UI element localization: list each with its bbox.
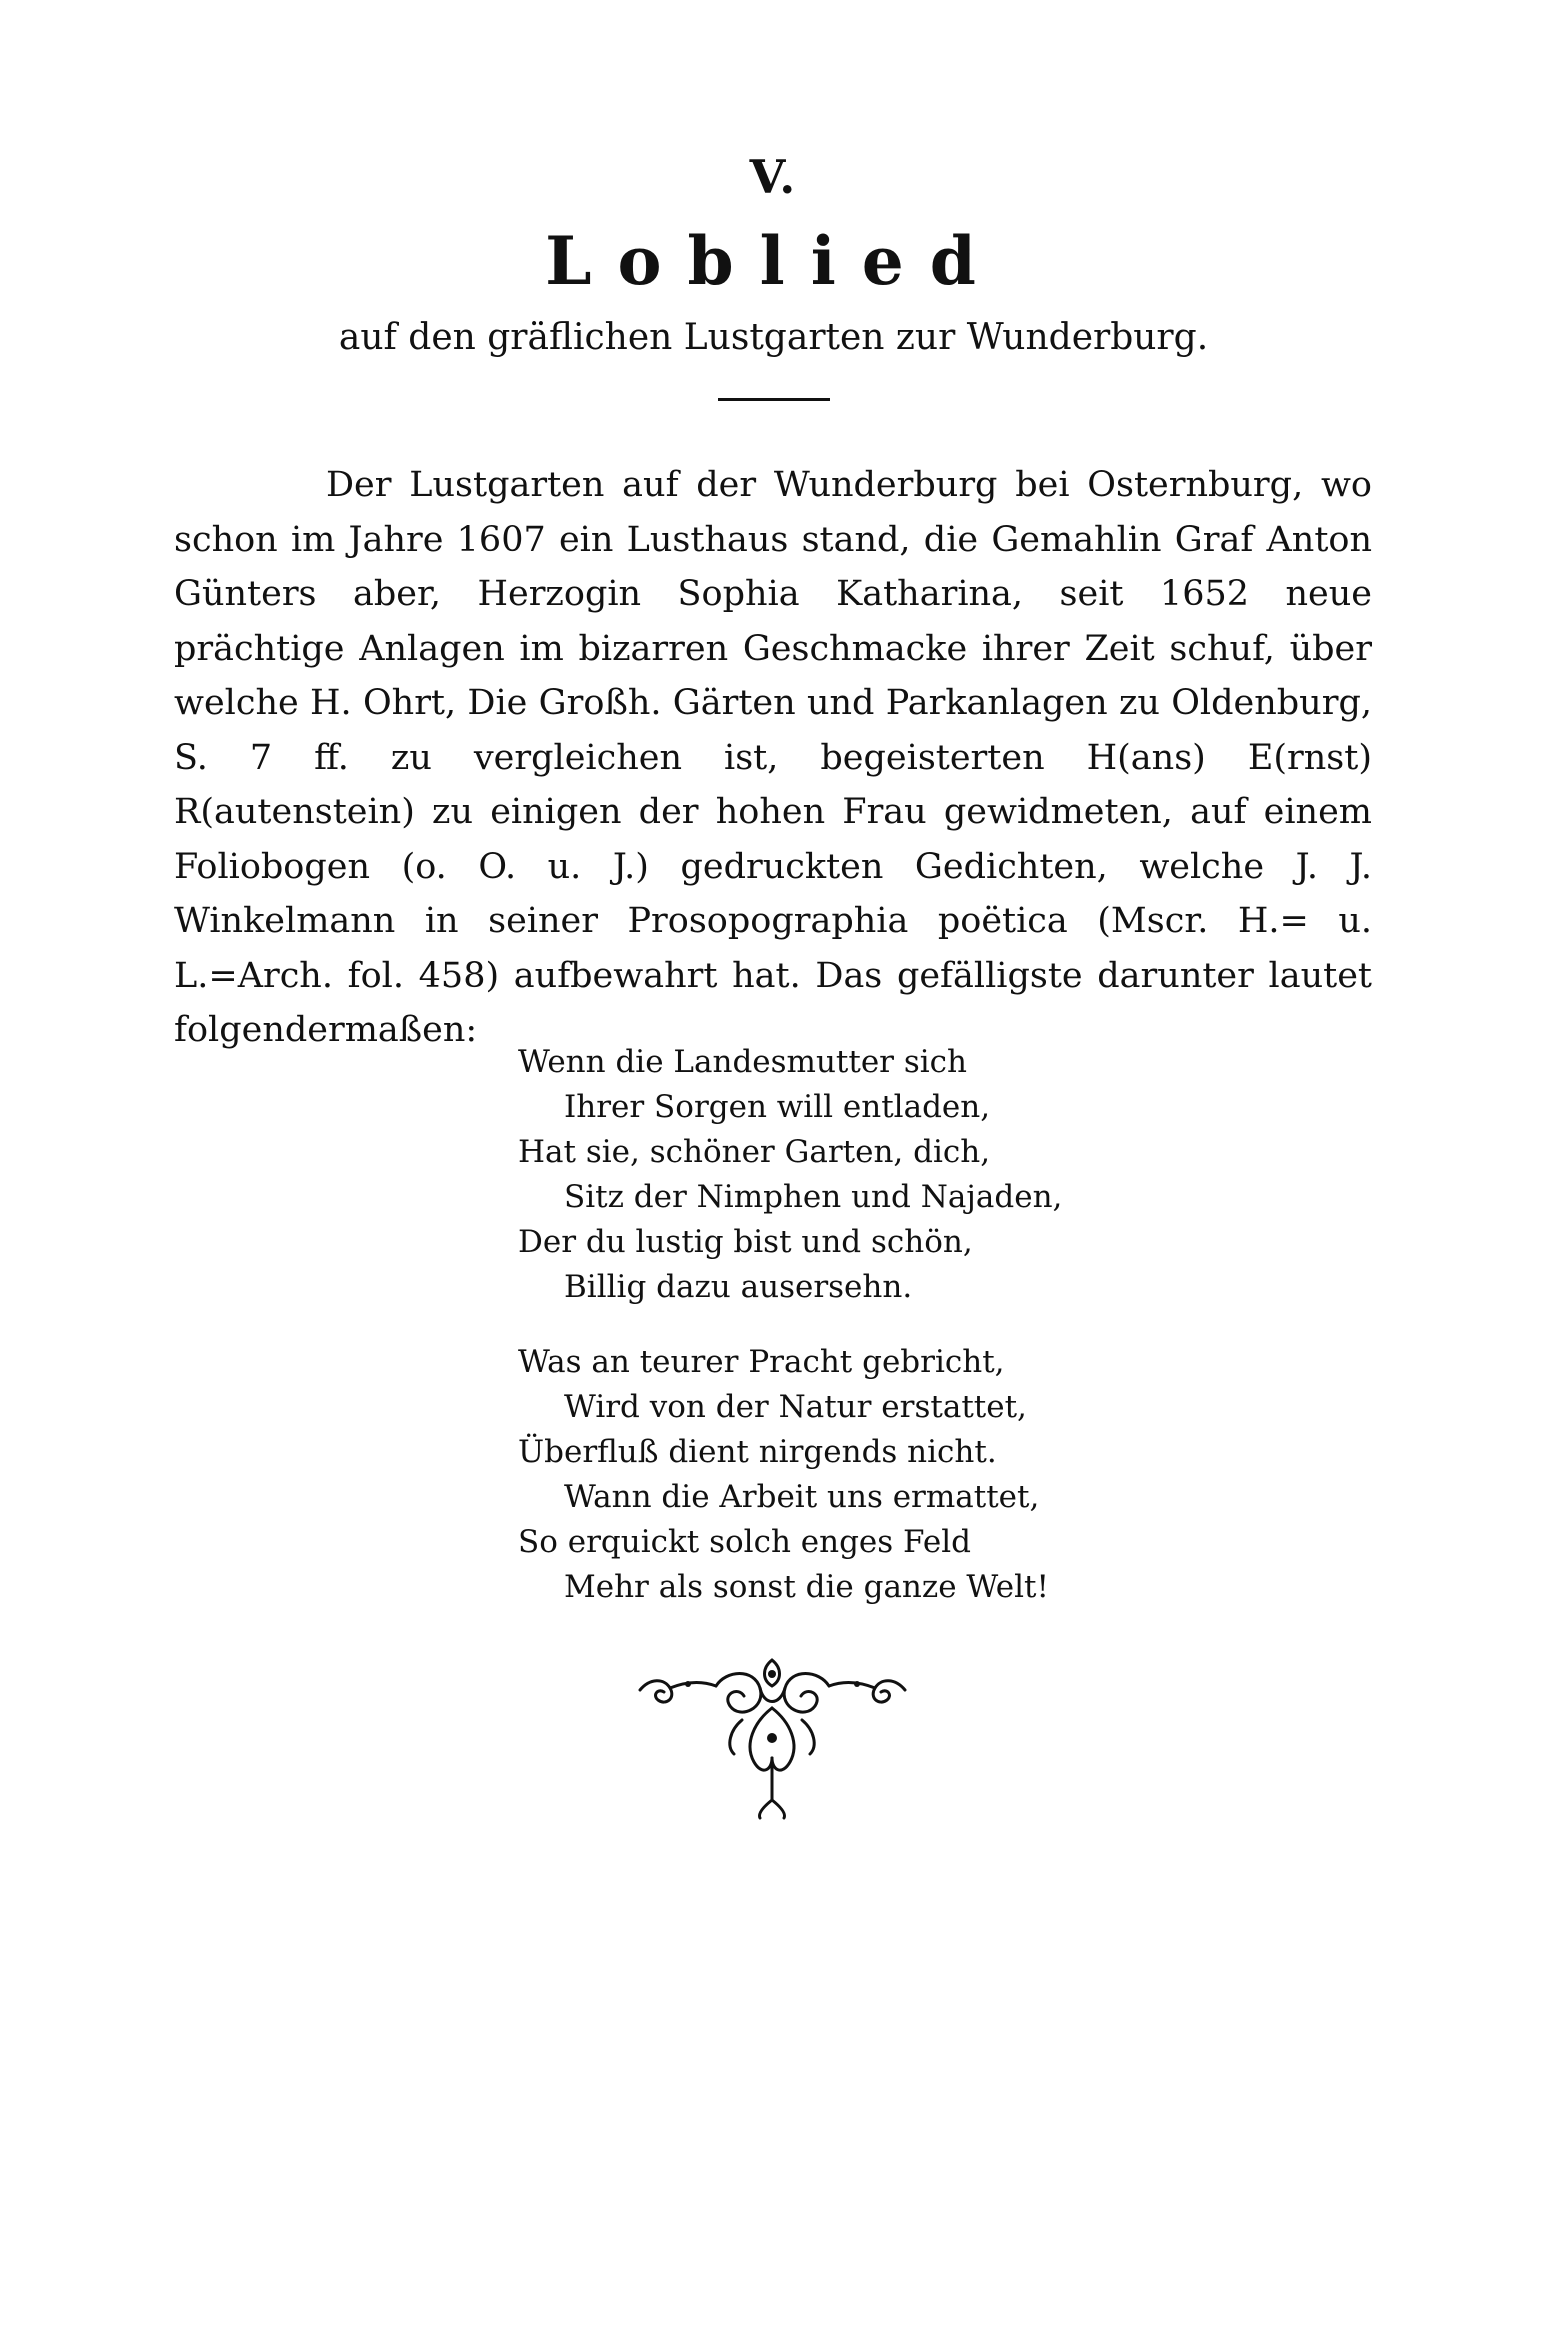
verse-line: Hat sie, schöner Garten, dich,	[518, 1134, 991, 1170]
verse-line: Billig dazu ausersehn.	[564, 1269, 913, 1305]
poem-subtitle: auf den gräflichen Lustgarten zur Wunderburg.	[338, 317, 1209, 358]
intro-paragraph: Der Lustgarten auf der Wunderburg bei Osternburg, wo schon im Jahre 1607 ein Lusthaus stand, die Gemahlin Graf Anton Günters aber, Herzogin Sophia Katharina, seit 1652 neue prächtige Anlagen im bizarren Geschmacke ihrer Zeit schuf, über welche H. Ohrt, Die Großh. Gärten und Parkanlagen zu Oldenburg, S. 7 ff. zu vergleichen ist, begeisterten H(ans) E(rnst) R(autenstein) zu einigen der hohen Frau gewidmeten, auf einem Foliobogen (o. O. u. J.) gedruckten Gedichten, welche J. J. Winkelmann in seiner Prosopographia poëtica (Mscr. H.= u. L.=Arch. fol. 458) aufbewahrt hat. Das gefälligste darunter lautet folgendermaßen:	[174, 465, 1372, 1050]
verse-line: Wann die Arbeit uns ermattet,	[564, 1479, 1040, 1515]
verse-line: Wenn die Landesmutter sich	[518, 1044, 968, 1080]
poem-title: Loblied	[545, 222, 1002, 300]
floral-vignette-icon	[630, 1650, 915, 1820]
title-divider	[718, 398, 830, 401]
verse-line: Sitz der Nimphen und Najaden,	[564, 1179, 1063, 1215]
stanza-1	[518, 1040, 1062, 1310]
stanza-2	[518, 1340, 1049, 1610]
verse-line: Wird von der Natur erstattet,	[564, 1389, 1027, 1425]
verse-line: Mehr als sonst die ganze Welt!	[564, 1569, 1049, 1605]
verse-line: Was an teurer Pracht gebricht,	[518, 1344, 1005, 1380]
verse-line: So erquickt solch enges Feld	[518, 1524, 971, 1560]
verse-line: Ihrer Sorgen will entladen,	[564, 1089, 991, 1125]
section-numeral: V.	[749, 150, 798, 204]
verse-line: Der du lustig bist und schön,	[518, 1224, 973, 1260]
verse-line: Überfluß dient nirgends nicht.	[518, 1434, 997, 1470]
